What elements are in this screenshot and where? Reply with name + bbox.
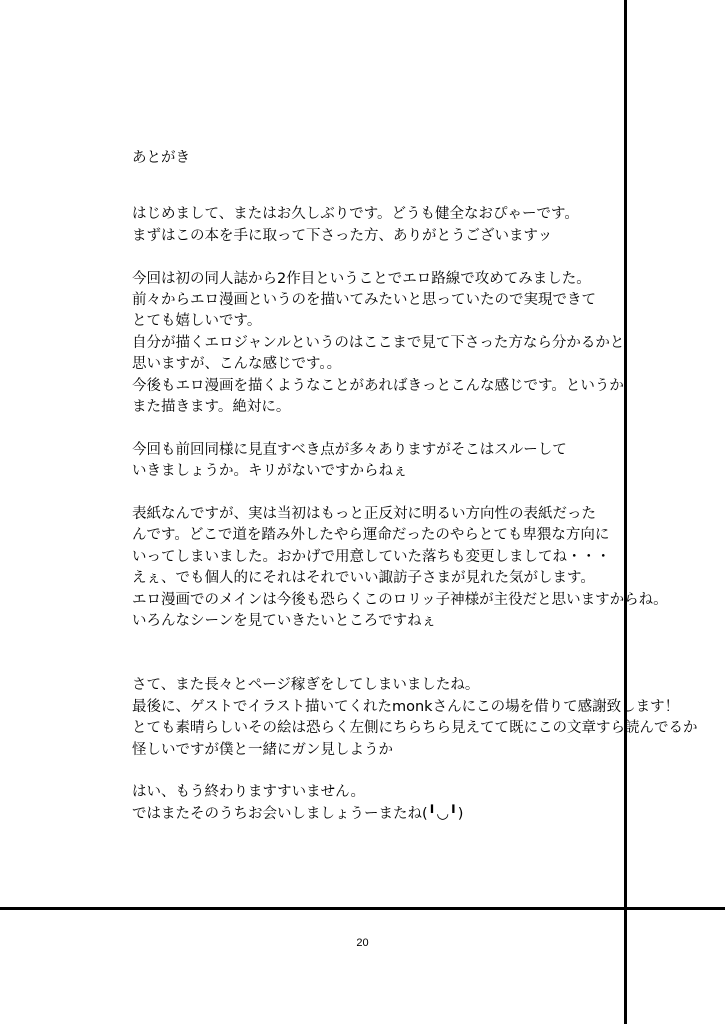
text-line: いきましょうか。キリがないですからねぇ [132,463,408,480]
text-line: 表紙なんですが、実は当初はもっと正反対に明るい方向性の表紙だった [132,506,596,523]
frame-border-horizontal [0,907,725,910]
text-line: エロ漫画でのメインは今後も恐らくこのロリッ子神様が主役だと思いますからね。 [132,591,668,608]
text-line: 今回は初の同人誌から2作目ということでエロ路線で攻めてみました。 [132,270,591,287]
page-number: 20 [356,937,369,949]
text-line: とても素晴らしいその絵は恐らく左側にちらちら見えてて既にこの文章すら読んでるか [132,720,698,737]
text-line: 今回も前回同様に見直すべき点が多々ありますがそこはスルーして [132,441,567,458]
text-line: とても嬉しいです。 [132,313,262,330]
paragraph-thanks [132,675,698,761]
text-line: 怪しいですが僕と一緒にガン見しようか [132,741,393,758]
paragraph-greeting [132,204,692,247]
paragraph-about-work [132,269,692,419]
text-line: 今後もエロ漫画を描くようなことがあればきっとこんな感じです。というか [132,377,624,394]
text-line: 前々からエロ漫画というのを描いてみたいと思っていたので実現できて [132,292,596,309]
text-line: ではまたそのうちお会いしましょうーまたね(╹◡╹) [132,805,464,822]
text-line: さて、また長々とページ稼ぎをしてしまいましたね。 [132,677,480,694]
text-line: また描きます。絶対に。 [132,399,291,416]
text-line: まずはこの本を手に取って下さった方、ありがとうございますッ [132,227,553,244]
text-line: えぇ、でも個人的にそれはそれでいい諏訪子さまが見れた気がします。 [132,570,595,587]
text-line: んです。どこで道を踏み外したやら運命だったのやらとても卑猥な方向に [132,527,610,544]
text-line: はい、もう終わりますすいません。 [132,784,366,801]
text-line: いってしまいました。おかげで用意していた落ちも変更しましてね・・・ [132,548,611,565]
text-line: はじめまして、またはお久しぶりです。どうも健全なおぴゃーです。 [132,206,579,223]
text-line: 最後に、ゲストでイラスト描いてくれたmonkさんにこの場を借りて感謝致します！ [132,698,680,715]
paragraph-review [132,440,692,483]
text-line: 自分が描くエロジャンルというのはここまで見て下さった方なら分かるかと [132,334,625,351]
text-line: いろんなシーンを見ていきたいところですねぇ [132,613,437,630]
afterword-text-block [132,148,698,847]
afterword-heading: あとがき [132,150,190,166]
paragraph-cover [132,504,692,632]
paragraph-closing [132,782,692,825]
text-line: 思いますが、こんな感じです。。 [132,356,342,373]
